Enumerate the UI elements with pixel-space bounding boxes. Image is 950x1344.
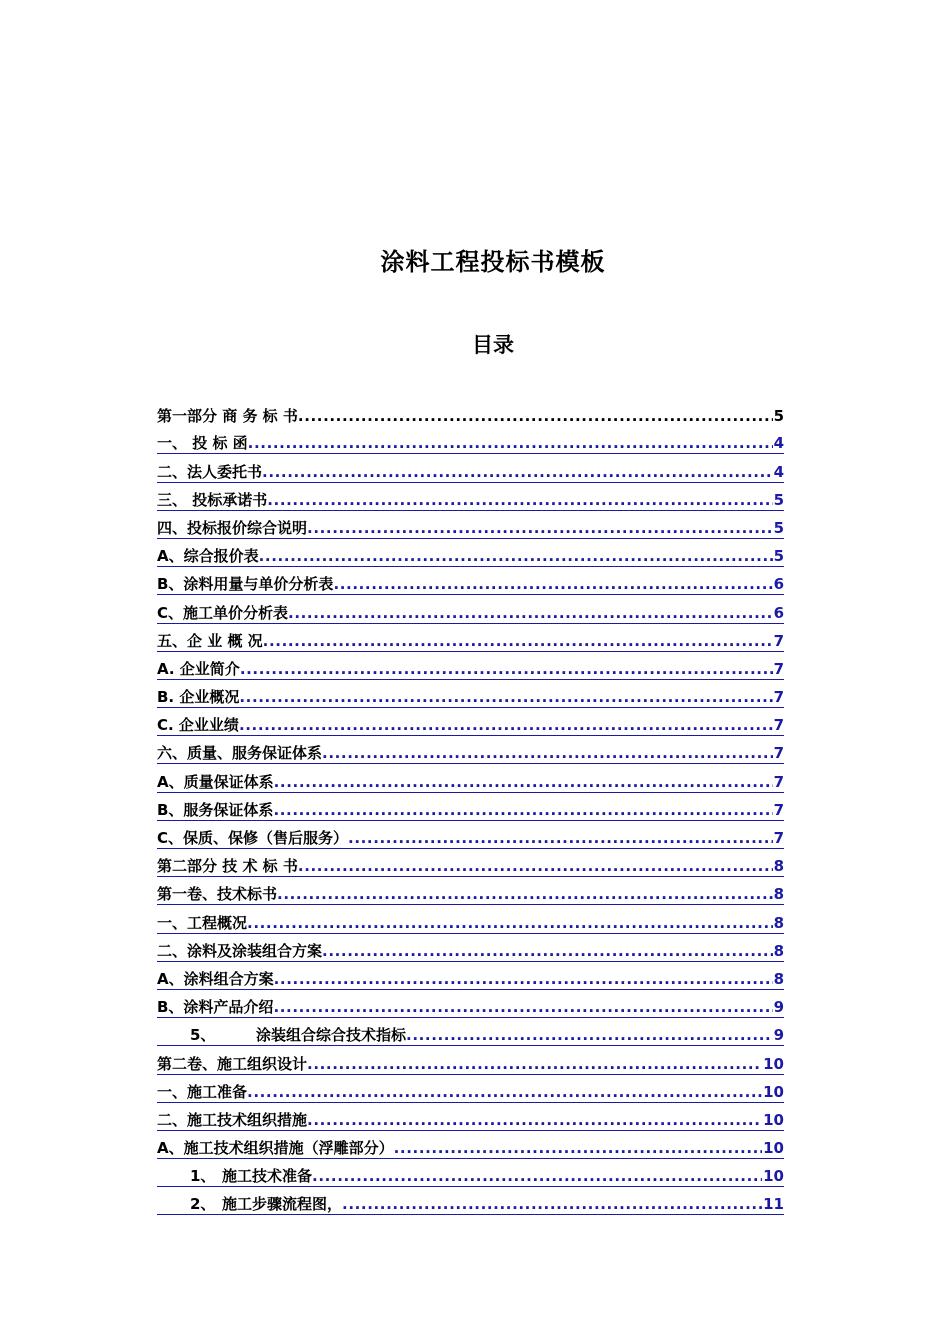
toc-dot-leader <box>333 575 772 594</box>
toc-dot-leader <box>298 407 773 426</box>
toc-entry-text: 第二部分 技 术 标 书 <box>157 857 298 876</box>
toc-dot-leader <box>342 1195 762 1214</box>
toc-entry-text: 二、法人委托书 <box>157 462 263 481</box>
toc-entry-page: 8 <box>773 913 784 932</box>
toc-dot-leader <box>307 519 773 538</box>
toc-entry-text: C、保质、保修（售后服务） <box>157 829 349 847</box>
toc-entry-page: 6 <box>773 575 784 594</box>
toc-dot-leader <box>262 463 773 482</box>
toc-heading: 目录 <box>472 333 514 357</box>
toc-entry-label <box>157 998 273 1017</box>
toc-entry[interactable] <box>157 1131 784 1159</box>
table-of-contents <box>157 398 784 1215</box>
toc-entry-page: 5 <box>773 547 784 566</box>
toc-dot-leader <box>273 998 772 1017</box>
toc-entry[interactable] <box>157 1075 784 1103</box>
toc-entry[interactable] <box>157 849 784 877</box>
toc-entry-label <box>157 773 274 792</box>
toc-entry[interactable] <box>157 1103 784 1131</box>
toc-entry-page: 9 <box>773 1026 784 1045</box>
toc-entry-page: 7 <box>773 800 784 819</box>
toc-entry-label <box>157 942 322 961</box>
toc-entry[interactable] <box>157 905 784 933</box>
toc-entry-label <box>157 829 348 848</box>
toc-entry-page: 9 <box>773 998 784 1017</box>
toc-entry-label <box>157 407 298 426</box>
toc-entry-page: 10 <box>763 1082 784 1101</box>
toc-entry-label <box>157 688 239 707</box>
toc-entry-page: 11 <box>763 1195 784 1214</box>
toc-dot-leader <box>322 744 773 763</box>
toc-dot-leader <box>288 604 773 623</box>
toc-entry-page: 5 <box>773 518 784 537</box>
toc-entry-label <box>157 1055 307 1074</box>
toc-entry[interactable] <box>157 1159 784 1187</box>
toc-entry-text: 第一卷、技术标书 <box>157 885 278 904</box>
toc-entry[interactable] <box>157 483 784 511</box>
toc-entry-label <box>157 744 322 763</box>
toc-dot-leader <box>322 942 773 961</box>
toc-dot-leader <box>307 1111 762 1130</box>
toc-entry[interactable] <box>157 793 784 821</box>
toc-entry-page: 7 <box>773 716 784 735</box>
toc-entry-page: 10 <box>763 1054 784 1073</box>
toc-entry-page: 5 <box>773 490 784 509</box>
toc-entry[interactable] <box>157 680 784 708</box>
toc-entry-label <box>157 660 240 679</box>
toc-entry-label <box>157 1083 247 1102</box>
toc-entry-text: B、涂料用量与单价分析表 <box>157 575 334 594</box>
toc-entry-text: 三、 投标承诺书 <box>157 490 268 509</box>
toc-dot-leader <box>240 660 773 679</box>
toc-entry-label <box>157 1111 307 1130</box>
toc-entry[interactable] <box>157 539 784 567</box>
toc-entry-text: C. 企业业绩 <box>157 716 239 735</box>
toc-entry-label <box>157 519 307 538</box>
toc-dot-leader <box>239 716 773 735</box>
toc-entry-text: 一、 投 标 函 <box>157 434 248 453</box>
toc-entry-page: 8 <box>773 941 784 960</box>
toc-entry-text: B. 企业概况 <box>157 688 240 707</box>
toc-entry-label <box>190 1195 342 1214</box>
toc-dot-leader <box>312 1167 762 1186</box>
toc-entry-label <box>190 1167 312 1186</box>
toc-entry-label <box>157 463 262 482</box>
toc-entry[interactable] <box>157 511 784 539</box>
toc-entry-page: 7 <box>773 688 784 707</box>
toc-entry[interactable] <box>157 934 784 962</box>
toc-entry[interactable] <box>157 454 784 482</box>
toc-entry-label <box>157 632 263 651</box>
toc-entry[interactable] <box>157 877 784 905</box>
toc-entry[interactable] <box>157 652 784 680</box>
toc-dot-leader <box>277 885 773 904</box>
toc-dot-leader <box>274 970 773 989</box>
toc-entry-label <box>157 434 248 453</box>
toc-entry-label <box>157 970 274 989</box>
toc-entry[interactable] <box>157 962 784 990</box>
toc-entry-number: 2、 <box>190 1195 216 1214</box>
toc-dot-leader <box>307 1055 762 1074</box>
toc-entry[interactable] <box>157 708 784 736</box>
toc-entry-text: 一、施工准备 <box>157 1082 248 1101</box>
toc-entry-text: A、综合报价表 <box>157 547 259 566</box>
toc-entry-page: 7 <box>773 772 784 791</box>
toc-entry[interactable] <box>157 398 784 426</box>
toc-entry-text: 第二卷、施工组织设计 <box>157 1054 308 1073</box>
toc-entry-page: 5 <box>773 407 784 426</box>
toc-entry-page: 8 <box>773 885 784 904</box>
toc-entry-text: A、施工技术组织措施（浮雕部分） <box>157 1139 394 1158</box>
toc-entry-label <box>157 604 288 623</box>
toc-entry-text: 施工技术准备 <box>222 1167 313 1186</box>
toc-entry[interactable] <box>157 1187 784 1215</box>
toc-entry[interactable] <box>157 567 784 595</box>
toc-entry-text: B、涂料产品介绍 <box>157 998 274 1017</box>
toc-entry-text: A、质量保证体系 <box>157 772 274 791</box>
toc-dot-leader <box>406 1026 773 1045</box>
document-title: 涂料工程投标书模板 <box>380 248 606 276</box>
toc-dot-leader <box>274 773 773 792</box>
toc-entry-page: 8 <box>773 857 784 876</box>
toc-entry-page: 4 <box>773 462 784 481</box>
toc-entry-text: 二、涂料及涂装组合方案 <box>157 941 323 960</box>
toc-entry-text: 涂装组合综合技术指标 <box>256 1026 407 1045</box>
toc-entry-label <box>157 716 239 735</box>
toc-dot-leader <box>259 547 773 566</box>
toc-entry-page: 7 <box>773 829 784 847</box>
toc-entry-text: A、涂料组合方案 <box>157 969 274 988</box>
toc-entry[interactable] <box>157 821 784 849</box>
toc-entry-text: 五、企 业 概 况 <box>157 631 263 650</box>
toc-entry-text: 二、施工技术组织措施 <box>157 1110 308 1129</box>
toc-entry-text: C、施工单价分析表 <box>157 603 289 622</box>
toc-entry-label <box>157 857 298 876</box>
toc-dot-leader <box>247 1083 762 1102</box>
toc-entry-label <box>157 914 247 933</box>
toc-entry-label <box>157 491 267 510</box>
toc-entry-page: 10 <box>763 1110 784 1129</box>
toc-dot-leader <box>348 829 773 848</box>
toc-entry-number: 5、 <box>190 1026 216 1045</box>
toc-entry-page: 6 <box>773 603 784 622</box>
toc-entry-text: 第一部分 商 务 标 书 <box>157 407 298 426</box>
toc-dot-leader <box>248 434 773 453</box>
toc-entry-text: 施工步骤流程图， <box>222 1195 343 1214</box>
toc-entry[interactable] <box>157 990 784 1018</box>
toc-entry[interactable] <box>157 426 784 454</box>
toc-entry[interactable] <box>157 764 784 792</box>
toc-entry-page: 4 <box>773 434 784 453</box>
toc-dot-leader <box>263 632 773 651</box>
toc-entry-text: 六、质量、服务保证体系 <box>157 744 323 763</box>
toc-entry-page: 8 <box>773 969 784 988</box>
toc-dot-leader <box>273 801 772 820</box>
toc-entry-label <box>157 575 333 594</box>
toc-entry-label <box>190 1026 406 1045</box>
toc-entry[interactable] <box>157 595 784 623</box>
toc-dot-leader <box>298 857 773 876</box>
toc-dot-leader <box>239 688 772 707</box>
toc-entry[interactable] <box>157 736 784 764</box>
toc-entry-page: 7 <box>773 631 784 650</box>
toc-entry[interactable] <box>157 1046 784 1074</box>
toc-entry-text: 一、工程概况 <box>157 913 248 932</box>
toc-dot-leader <box>267 491 772 510</box>
toc-entry-number: 1、 <box>190 1167 216 1186</box>
toc-dot-leader <box>247 914 773 933</box>
toc-entry-page: 10 <box>763 1139 784 1158</box>
toc-entry-label <box>157 547 259 566</box>
toc-entry-label <box>157 801 273 820</box>
toc-entry-label <box>157 885 277 904</box>
toc-entry-text: 四、投标报价综合说明 <box>157 518 308 537</box>
toc-entry-page: 7 <box>773 659 784 678</box>
toc-entry-page: 10 <box>763 1167 784 1186</box>
toc-dot-leader <box>394 1139 763 1158</box>
toc-entry[interactable] <box>157 1018 784 1046</box>
toc-entry[interactable] <box>157 624 784 652</box>
toc-entry-page: 7 <box>773 744 784 763</box>
toc-entry-text: A. 企业简介 <box>157 659 240 678</box>
toc-entry-label <box>157 1139 394 1158</box>
toc-entry-text: B、服务保证体系 <box>157 800 274 819</box>
